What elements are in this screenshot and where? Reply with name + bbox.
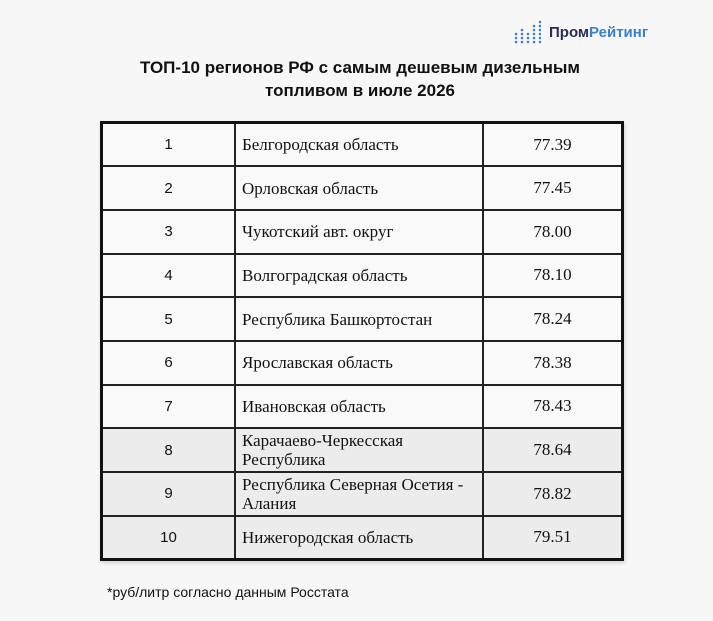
bar-dots-icon — [513, 20, 541, 44]
table-row — [102, 428, 623, 472]
table-row — [102, 516, 623, 560]
table-row — [102, 254, 623, 298]
region-cell: Республика Северная Осетия - Алания — [235, 472, 483, 516]
rank-cell: 10 — [102, 516, 236, 560]
brand-logo — [513, 20, 648, 44]
price-cell: 77.39 — [483, 123, 623, 167]
region-cell: Карачаево-Черкесская Республика — [235, 428, 483, 472]
rank-cell: 1 — [102, 123, 236, 167]
price-cell: 78.64 — [483, 428, 623, 472]
price-cell: 78.10 — [483, 254, 623, 298]
region-cell: Республика Башкортостан — [235, 297, 483, 341]
ranking-table-body — [102, 123, 623, 560]
table-row — [102, 123, 623, 167]
rank-cell: 7 — [102, 385, 236, 429]
ranking-table — [100, 121, 624, 561]
rank-cell: 3 — [102, 210, 236, 254]
region-cell: Волгоградская область — [235, 254, 483, 298]
price-cell: 78.43 — [483, 385, 623, 429]
price-cell: 79.51 — [483, 516, 623, 560]
table-row — [102, 385, 623, 429]
region-cell: Ярославская область — [235, 341, 483, 385]
title-line-1: ТОП-10 регионов РФ с самым дешевым дизельным — [140, 58, 580, 77]
table-row — [102, 341, 623, 385]
price-cell: 78.24 — [483, 297, 623, 341]
rank-cell: 5 — [102, 297, 236, 341]
rank-cell: 4 — [102, 254, 236, 298]
rank-cell: 8 — [102, 428, 236, 472]
price-cell: 77.45 — [483, 166, 623, 210]
footnote: *руб/литр согласно данным Росстата — [107, 584, 349, 600]
region-cell: Чукотский авт. округ — [235, 210, 483, 254]
table-row — [102, 472, 623, 516]
region-cell: Ивановская область — [235, 385, 483, 429]
brand-name: ПромРейтинг — [549, 23, 649, 41]
table-row — [102, 166, 623, 210]
table-row — [102, 297, 623, 341]
region-cell: Орловская область — [235, 166, 483, 210]
region-cell: Белгородская область — [235, 123, 483, 167]
region-cell: Нижегородская область — [235, 516, 483, 560]
price-cell: 78.82 — [483, 472, 623, 516]
title-line-2: топливом в июле 2026 — [265, 81, 455, 100]
rank-cell: 2 — [102, 166, 236, 210]
rank-cell: 9 — [102, 472, 236, 516]
rank-cell: 6 — [102, 341, 236, 385]
price-cell: 78.38 — [483, 341, 623, 385]
price-cell: 78.00 — [483, 210, 623, 254]
table-row — [102, 210, 623, 254]
page-title — [60, 56, 660, 102]
